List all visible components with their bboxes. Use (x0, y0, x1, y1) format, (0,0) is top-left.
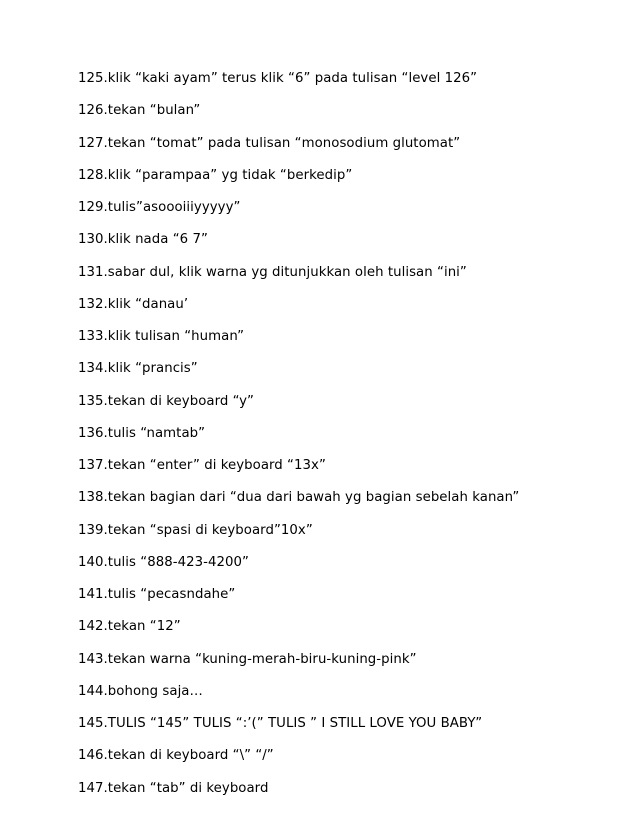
list-item: 137.tekan “enter” di keyboard “13x” (78, 458, 326, 473)
list-item: 127.tekan “tomat” pada tulisan “monosodium glutomat” (78, 135, 461, 151)
list-item: 132.klik “danau’ (78, 296, 189, 312)
list-item: 133.klik tulisan “human” (78, 329, 245, 344)
list-item: 126.tekan “bulan” (78, 103, 201, 119)
list-item: 136.tulis “namtab” (78, 425, 206, 441)
list-item: 142.tekan “12” (78, 619, 181, 635)
list-item: 147.tekan “tab” di keyboard (78, 780, 269, 796)
list-item: 125.klik “kaki ayam” terus klik “6” pada tulisan “level 126” (78, 71, 478, 86)
list-item: 143.tekan warna “kuning-merah-biru-kuning-pink” (78, 651, 417, 667)
list-item: 138.tekan bagian dari “dua dari bawah yg bagian sebelah kanan” (78, 490, 520, 506)
list-item: 145.TULIS “145” TULIS “:’(” TULIS ” I STILL LOVE YOU BABY” (78, 716, 483, 731)
list-item: 135.tekan di keyboard “y” (78, 393, 254, 409)
list-item: 146.tekan di keyboard “\” “/” (78, 748, 274, 764)
list-item: 140.tulis “888-423-4200” (78, 554, 249, 570)
instruction-list (78, 71, 519, 813)
list-item: 134.klik “prancis” (78, 361, 198, 377)
list-item: 144.bohong saja… (78, 683, 203, 699)
list-item: 131.sabar dul, klik warna yg ditunjukkan oleh tulisan “ini” (78, 264, 467, 280)
list-item: 130.klik nada “6 7” (78, 232, 208, 248)
list-item: 139.tekan “spasi di keyboard”10x” (78, 522, 313, 538)
list-item: 141.tulis “pecasndahe” (78, 587, 236, 602)
list-item: 128.klik “parampaa” yg tidak “berkedip” (78, 167, 353, 183)
list-item: 129.tulis”asoooiiiyyyyy” (78, 200, 241, 215)
